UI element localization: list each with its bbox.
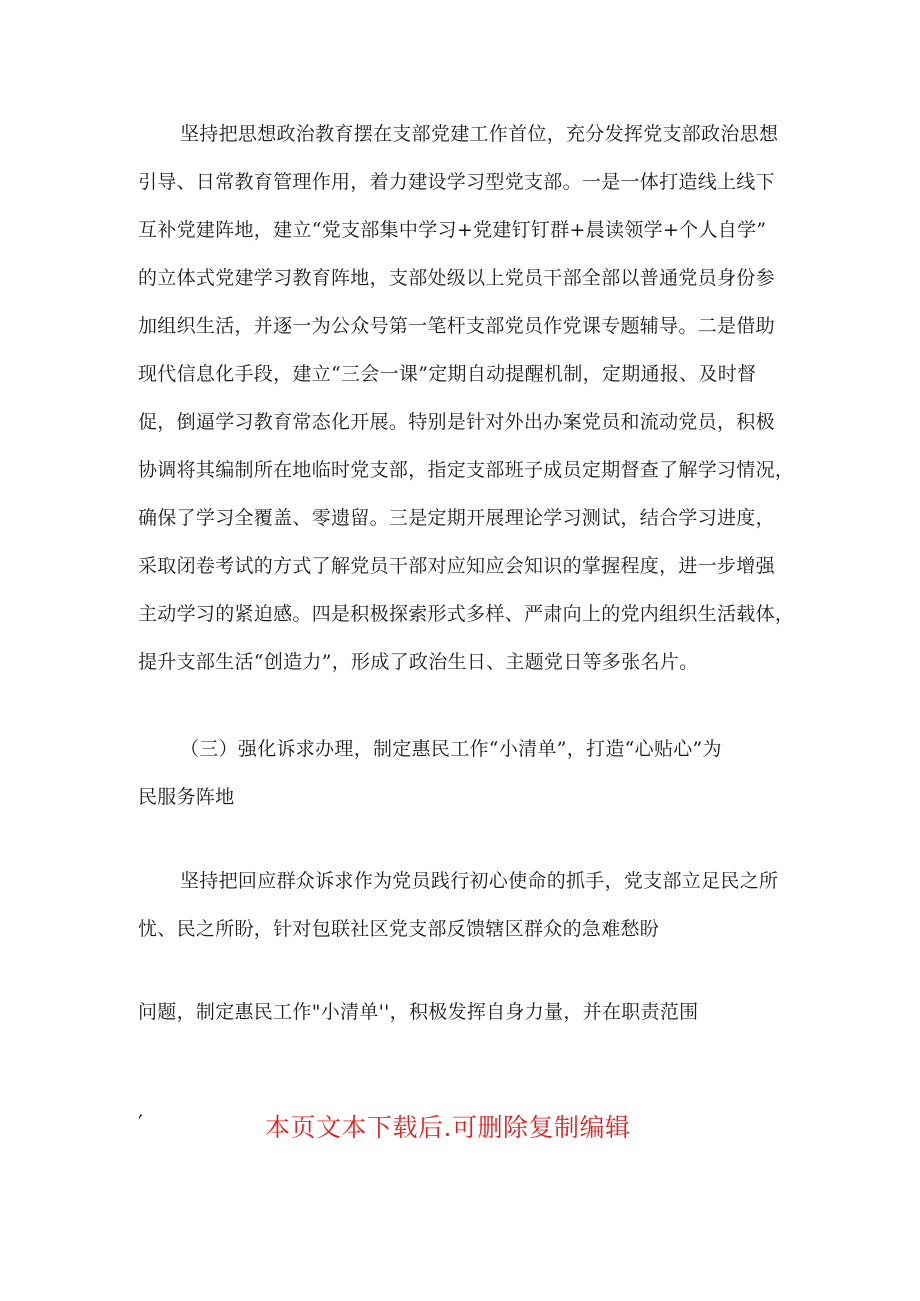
- text-line: 加组织生活，并逐一为公众号第一笔杆支部党员作党课专题辅导。二是借助: [138, 315, 775, 337]
- text-line: 促，倒逼学习教育常态化开展。特别是针对外出办案党员和流动党员，积极: [138, 411, 775, 433]
- heading-line: （三）强化诉求办理，制定惠民工作“小清单”，打造“心贴心”为: [180, 738, 722, 760]
- text-line: 坚持把思想政治教育摆在支部党建工作首位，充分发挥党支部政治思想: [180, 123, 779, 145]
- text-line: 互补党建阵地，建立“党支部集中学习+党建钉钉群+晨读领学+个人自学”: [138, 219, 767, 241]
- stray-mark: ′: [138, 1112, 143, 1137]
- text-line: 的立体式党建学习教育阵地，支部处级以上党员干部全部以普通党员身份参: [138, 267, 775, 289]
- text-line: 确保了学习全覆盖、零遗留。三是定期开展理论学习测试，结合学习进度，: [138, 507, 775, 529]
- text-line: 引导、日常教育管理作用，着力建设学习型党支部。一是一体打造线上线下: [138, 171, 775, 193]
- text-line: 协调将其编制所在地临时党支部，指定支部班子成员定期督查了解学习情况，: [138, 459, 795, 481]
- text-line: 问题，制定惠民工作"小清单''，积极发挥自身力量，并在职责范围: [138, 1001, 699, 1023]
- text-line: 忧、民之所盼，针对包联社区党支部反馈辖区群众的急难愁盼: [138, 918, 660, 940]
- heading-line: 民服务阵地: [138, 786, 235, 808]
- text-line: 采取闭卷考试的方式了解党员干部对应知应会知识的掌握程度，进一步增强: [138, 555, 775, 577]
- text-line: 主动学习的紧迫感。四是积极探索形式多样、严肃向上的党内组织生活载体，: [138, 603, 795, 625]
- download-edit-note: 本页文本下载后.可删除复制编辑: [265, 1113, 631, 1142]
- text-line: 坚持把回应群众诉求作为党员践行初心使命的抓手，党支部立足民之所: [180, 870, 779, 892]
- text-line: 现代信息化手段，建立“三会一课”定期自动提醒机制，定期通报、及时督: [138, 363, 757, 385]
- text-line: 提升支部生活“创造力”，形成了政治生日、主题党日等多张名片。: [138, 651, 699, 673]
